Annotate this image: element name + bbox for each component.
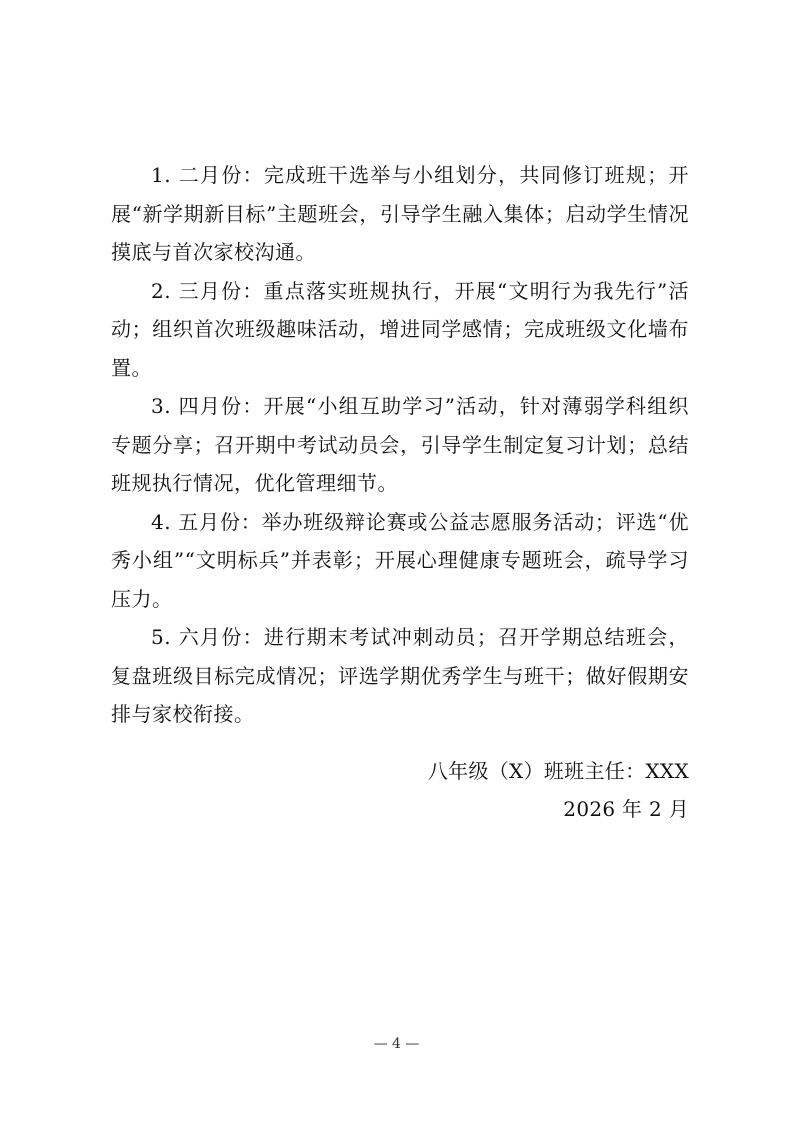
plan-paragraph-may: 4. 五月份：举办班级辩论赛或公益志愿服务活动；评选“优秀小组”“文明标兵”并表彰；开展心理健康专题班会，疏导学习压力。 bbox=[111, 509, 689, 611]
signature-block bbox=[428, 752, 689, 828]
document-body bbox=[111, 156, 689, 734]
signature-date: 2026 年 2 月 bbox=[563, 797, 689, 821]
plan-paragraph-april: 3. 四月份：开展“小组互助学习”活动，针对薄弱学科组织专题分享；召开期中考试动员会，引导学生制定复习计划；总结班规执行情况，优化管理细节。 bbox=[111, 394, 689, 495]
plan-paragraph-june: 5. 六月份：进行期末考试冲刺动员；召开学期总结班会，复盘班级目标完成情况；评选学期优秀学生与班干；做好假期安排与家校衔接。 bbox=[111, 625, 689, 726]
plan-paragraph-february: 1. 二月份：完成班干选举与小组划分，共同修订班规；开展“新学期新目标”主题班会，引导学生融入集体；启动学生情况摸底与首次家校沟通。 bbox=[111, 163, 689, 264]
page-number: — 4 — bbox=[373, 1036, 420, 1052]
signature-author: 八年级（X）班班主任：XXX bbox=[427, 759, 689, 783]
plan-paragraph-march: 2. 三月份：重点落实班规执行，开展“文明行为我先行”活动；组织首次班级趣味活动，增进同学感情；完成班级文化墙布置。 bbox=[111, 278, 689, 380]
